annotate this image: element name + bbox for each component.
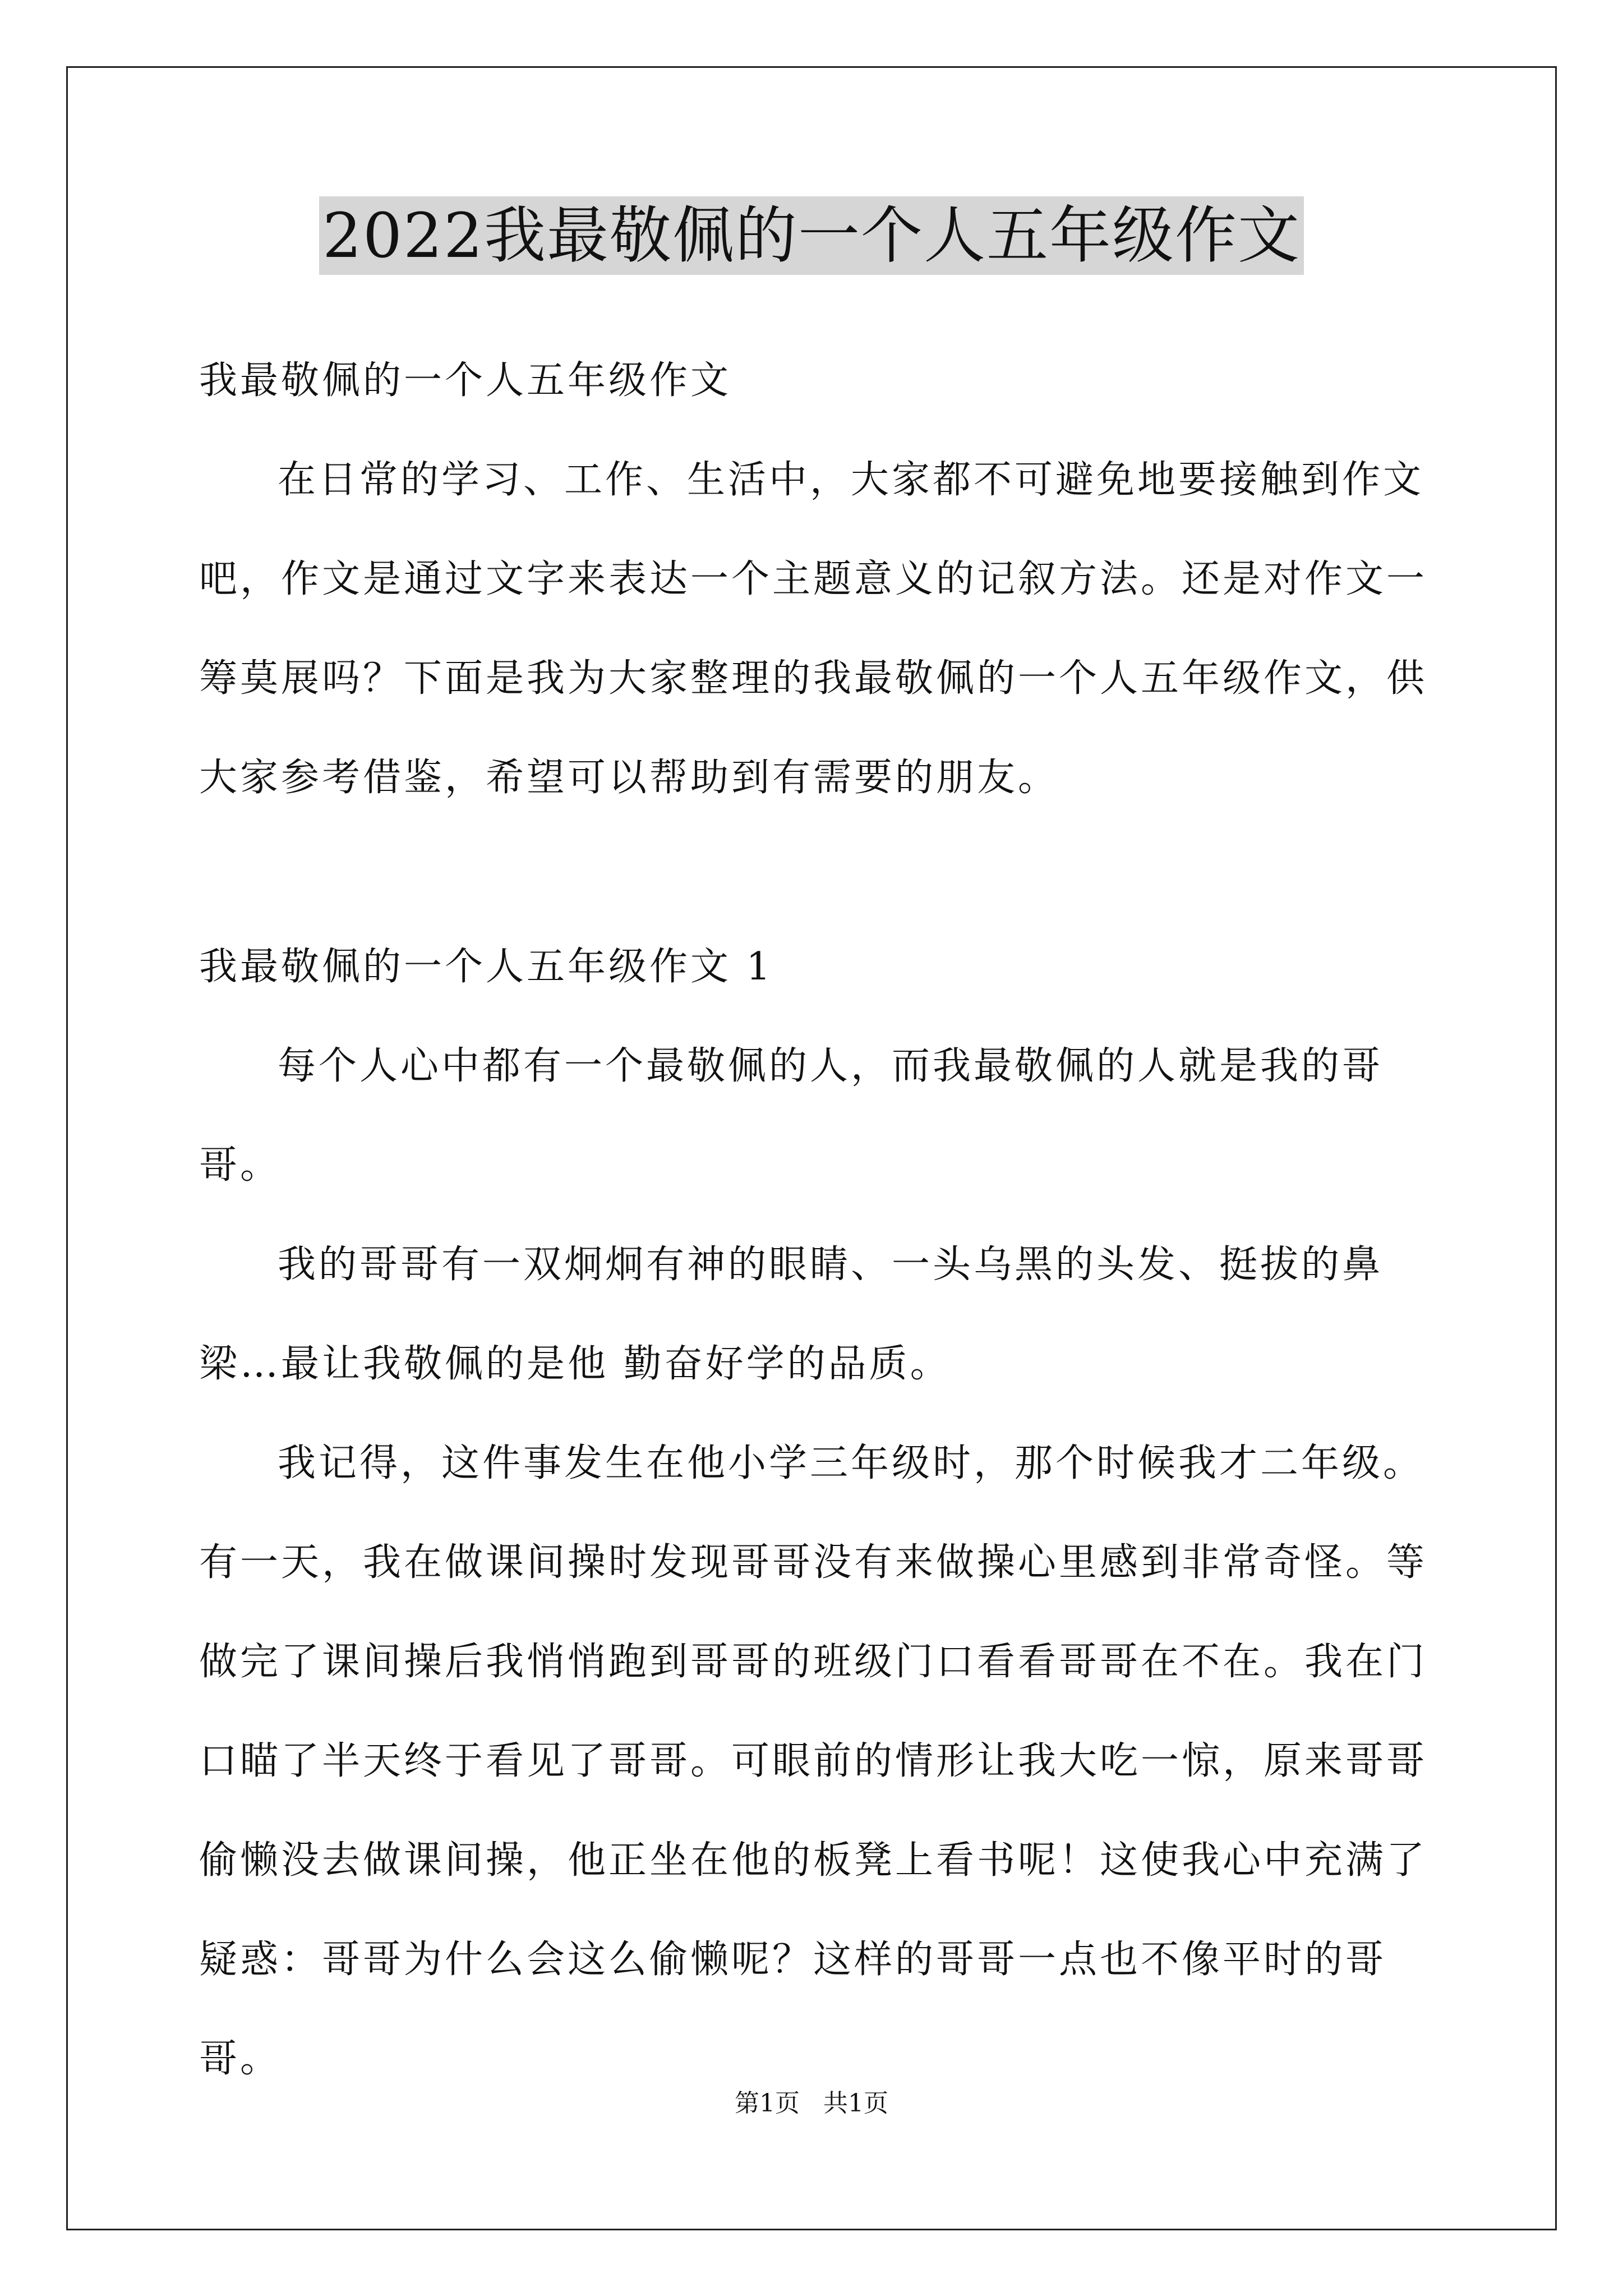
body-paragraph: 我记得，这件事发生在他小学三年级时，那个时候我才二年级。有一天，我在做课间操时发现哥哥没有来做操心里感到非常奇怪。等做完了课间操后我悄悄跑到哥哥的班级门口看看哥哥在不在。我在门口瞄了半天终于看见了哥哥。可眼前的情形让我大吃一惊，原来哥哥偷懒没去做课间操，他正坐在他的板凳上看书呢！这使我心中充满了疑惑：哥哥为什么会这么偷懒呢？这样的哥哥一点也不像平时的哥哥。 (199, 1441, 1428, 2081)
section-heading: 我最敬佩的一个人五年级作文 1 (199, 945, 773, 989)
section-gap (199, 827, 1433, 917)
document-title: 2022我最敬佩的一个人五年级作文 (319, 196, 1304, 275)
intro-paragraph: 在日常的学习、工作、生活中，大家都不可避免地要接触到作文吧，作文是通过文字来表达一个主题意义的记叙方法。还是对作文一筹莫展吗？下面是我为大家整理的我最敬佩的一个人五年级作文，供大家参考借鉴，希望可以帮助到有需要的朋友。 (199, 458, 1428, 800)
body-paragraph: 我的哥哥有一双炯炯有神的眼睛、一头乌黑的头发、挺拔的鼻梁…最让我敬佩的是他 勤奋好学的品质。 (199, 1243, 1384, 1386)
page-footer (0, 2087, 1623, 2120)
section-heading: 我最敬佩的一个人五年级作文 (199, 358, 732, 403)
body-paragraph: 每个人心中都有一个最敬佩的人，而我最敬佩的人就是我的哥哥。 (199, 1044, 1384, 1188)
document-body (199, 331, 1433, 2109)
page-total: 共1页 (823, 2089, 888, 2118)
page-number: 第1页 (735, 2089, 800, 2118)
title-container (0, 196, 1623, 275)
